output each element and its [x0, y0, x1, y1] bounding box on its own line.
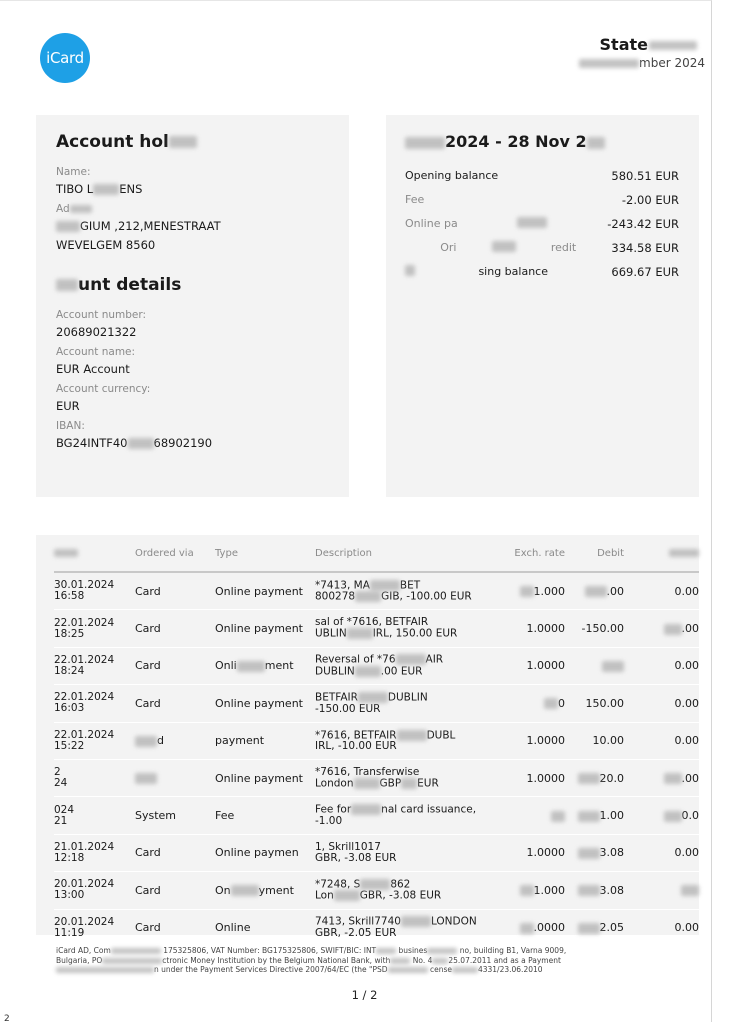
redaction [111, 948, 161, 954]
table-row[interactable] [54, 797, 699, 834]
cell-debit: 3.08 [573, 872, 638, 909]
redaction [578, 811, 600, 822]
redaction [135, 773, 157, 784]
cell-exch-rate: 1.000 [505, 872, 573, 909]
redaction [551, 811, 565, 822]
cell-description: BETFAIR DUBLIN -150.00 EUR [315, 685, 505, 722]
balance-row [405, 241, 679, 255]
redaction [388, 967, 428, 973]
redaction [578, 885, 600, 896]
statement-subtitle: mber 2024 [579, 56, 705, 70]
name-value: TIBO L ENS [56, 182, 143, 196]
redaction [520, 923, 534, 934]
cell-credit: 0.00 [638, 572, 699, 610]
redaction [390, 958, 410, 964]
address-line-1: GIUM ,212,MENESTRAAT [56, 218, 329, 234]
statement-title: State [600, 35, 697, 54]
cell-debit: 1.00 [573, 797, 638, 834]
redaction [358, 692, 388, 703]
icard-logo [40, 33, 90, 83]
redaction [360, 879, 390, 890]
cell-ordered-via: Card [135, 610, 215, 647]
cell-ordered-via: Card [135, 647, 215, 684]
balance-rows [405, 169, 679, 279]
redaction [664, 624, 682, 635]
logo-text: iCard [46, 49, 84, 67]
redaction [401, 778, 417, 789]
cell-description: 1, Skrill1017 GBR, -3.08 EUR [315, 834, 505, 871]
redaction [70, 205, 92, 213]
cell-ordered-via: d [135, 722, 215, 759]
redaction [397, 730, 427, 741]
redaction [237, 661, 265, 672]
cell-exch-rate: 1.0000 [505, 759, 573, 796]
table-header-row [54, 535, 699, 572]
cell-credit: 0.00 [638, 909, 699, 946]
cell-description: sal of *7616, BETFAIR UBLIN IRL, 150.00 EUR [315, 610, 505, 647]
cell-type: Online payment [215, 759, 315, 796]
cell-credit [638, 872, 699, 909]
cell-type: Fee [215, 797, 315, 834]
cell-date: 2 24 [54, 759, 135, 796]
cell-date: 22.01.2024 16:03 [54, 685, 135, 722]
cell-exch-rate: 1.0000 [505, 722, 573, 759]
cell-exch-rate: 1.0000 [505, 610, 573, 647]
col-credit-header [638, 535, 699, 572]
transactions-body [54, 572, 699, 946]
cell-credit: 0.00 [638, 834, 699, 871]
redaction [520, 885, 534, 896]
table-row[interactable] [54, 872, 699, 909]
cell-date: 30.01.2024 16:58 [54, 572, 135, 610]
balance-label: Online pa [405, 217, 458, 230]
redaction [169, 136, 197, 148]
redaction [578, 773, 600, 784]
redaction [544, 698, 558, 709]
table-row[interactable] [54, 722, 699, 759]
redaction [585, 586, 607, 597]
table-row[interactable] [54, 647, 699, 684]
balance-value: -2.00 EUR [621, 193, 679, 207]
cell-type: payment [215, 722, 315, 759]
account-number-value: 20689021322 [56, 325, 137, 339]
name-label: Name: [56, 166, 91, 178]
account-name-label: Account name: [56, 346, 136, 358]
redaction [56, 279, 78, 291]
cell-type: Online payment [215, 572, 315, 610]
account-currency-value: EUR [56, 399, 80, 413]
transactions-table-panel [36, 535, 699, 939]
balance-label: sing balance [478, 265, 548, 278]
redaction [578, 923, 600, 934]
redaction [401, 916, 431, 927]
balance-value: 669.67 EUR [611, 265, 679, 279]
cell-description: Fee for nal card issuance, -1.00 [315, 797, 505, 834]
redaction [664, 811, 682, 822]
corner-mark: 2 [4, 1014, 10, 1024]
cell-exch-rate: 0 [505, 685, 573, 722]
cell-type: Online payment [215, 610, 315, 647]
redaction [664, 773, 682, 784]
cell-description: Reversal of *76 AIR DUBLIN .00 EUR [315, 647, 505, 684]
cell-debit: 3.08 [573, 834, 638, 871]
redaction [56, 967, 154, 973]
redaction [602, 661, 624, 672]
redaction [54, 549, 78, 557]
redaction [432, 958, 448, 964]
redaction [492, 241, 516, 252]
cell-type: Online [215, 909, 315, 946]
account-details-title: unt details [56, 275, 329, 295]
balance-value: 580.51 EUR [611, 169, 679, 183]
cell-date: 22.01.2024 18:25 [54, 610, 135, 647]
cell-credit: 0.0 [638, 797, 699, 834]
redaction [231, 885, 259, 896]
cell-ordered-via: System [135, 797, 215, 834]
iban-value: BG24INTF40 68902190 [56, 436, 213, 450]
balance-label: Fee [405, 193, 425, 206]
balance-row [405, 217, 679, 231]
cell-date: 21.01.2024 12:18 [54, 834, 135, 871]
cell-debit: 20.0 [573, 759, 638, 796]
cell-ordered-via [135, 759, 215, 796]
col-ordered-via-header: Ordered via [135, 535, 215, 572]
balance-panel [386, 115, 699, 497]
col-type-header: Type [215, 535, 315, 572]
cell-exch-rate: .0000 [505, 909, 573, 946]
cell-credit: 0.00 [638, 722, 699, 759]
table-row[interactable] [54, 834, 699, 871]
redaction [347, 628, 373, 639]
redaction [376, 948, 396, 954]
redaction [355, 591, 381, 602]
cell-type: Online payment [215, 685, 315, 722]
col-exch-rate-header: Exch. rate [505, 535, 573, 572]
address-label: Ad [56, 203, 329, 215]
cell-credit: .00 [638, 759, 699, 796]
cell-credit: 0.00 [638, 685, 699, 722]
redaction [517, 217, 547, 228]
redaction [351, 804, 381, 815]
redaction [405, 137, 445, 149]
redaction [56, 221, 80, 232]
redaction [135, 736, 157, 747]
cell-date: 22.01.2024 15:22 [54, 722, 135, 759]
footer-legal-text: iCard AD, Com 175325806, VAT Number: BG175325806, SWIFT/BIC: INT busines no, building B1, Varna 9009, Bulgaria, PO ctronic Money Institution by the Belgium National Bank, with No. 4 25.07.2011 and as a Payment n under the Payment Services Directive 2007/64/EC (the "PSD cense 4331/23.06.2010 [56, 946, 567, 974]
balance-value: -243.42 EUR [607, 217, 679, 231]
cell-description: 7413, Skrill7740 LONDON GBR, -2.05 EUR [315, 909, 505, 946]
balance-row [405, 265, 679, 279]
redaction [578, 848, 600, 859]
cell-exch-rate [505, 797, 573, 834]
cell-date: 22.01.2024 18:24 [54, 647, 135, 684]
statement-period: 2024 - 28 Nov 2 [405, 132, 679, 151]
address-line-2: WEVELGEM 8560 [56, 238, 156, 252]
iban-label: IBAN: [56, 420, 85, 432]
redaction [669, 549, 699, 557]
cell-credit: 0.00 [638, 647, 699, 684]
cell-ordered-via: Card [135, 685, 215, 722]
page-number: 1 / 2 [351, 988, 378, 1002]
cell-debit: -150.00 [573, 610, 638, 647]
account-holder-title: Account hol [56, 132, 329, 152]
cell-description: *7413, MA BET 800278 GIB, -100.00 EUR [315, 572, 505, 610]
col-debit-header: Debit [573, 535, 638, 572]
balance-label: Opening balance [405, 169, 499, 182]
table-row[interactable] [54, 909, 699, 946]
account-number-label: Account number: [56, 309, 147, 321]
account-currency-label: Account currency: [56, 383, 151, 395]
cell-type: Onli ment [215, 647, 315, 684]
cell-exch-rate: 1.0000 [505, 647, 573, 684]
balance-value: 334.58 EUR [611, 241, 679, 255]
redaction [102, 958, 162, 964]
redaction [587, 137, 605, 149]
cell-debit: 150.00 [573, 685, 638, 722]
redaction [681, 885, 699, 896]
cell-date: 024 21 [54, 797, 135, 834]
cell-exch-rate: 1.000 [505, 572, 573, 610]
cell-ordered-via: Card [135, 872, 215, 909]
redaction [370, 580, 400, 591]
cell-type: On yment [215, 872, 315, 909]
cell-description: *7248, S 862 Lon GBR, -3.08 EUR [315, 872, 505, 909]
cell-debit [573, 647, 638, 684]
balance-label: redit [550, 241, 577, 254]
redaction [354, 778, 380, 789]
cell-debit: 10.00 [573, 722, 638, 759]
table-row[interactable] [54, 759, 699, 796]
cell-ordered-via: Card [135, 834, 215, 871]
cell-exch-rate: 1.0000 [505, 834, 573, 871]
cell-ordered-via: Card [135, 909, 215, 946]
redaction [452, 967, 478, 973]
redaction [427, 948, 457, 954]
redaction [649, 41, 697, 50]
balance-label-prefix: Ori [440, 241, 457, 254]
redaction [405, 265, 415, 276]
balance-row [405, 169, 679, 183]
cell-date: 20.01.2024 13:00 [54, 872, 135, 909]
redaction [355, 666, 381, 677]
cell-debit: .00 [573, 572, 638, 610]
col-description-header: Description [315, 535, 505, 572]
balance-row [405, 193, 679, 207]
transactions-table [54, 535, 699, 947]
redaction [334, 890, 360, 901]
redaction [579, 59, 639, 68]
cell-description: *7616, Transferwise London GBP EUR [315, 759, 505, 796]
table-row[interactable] [54, 572, 699, 610]
cell-type: Online paymen [215, 834, 315, 871]
table-row[interactable] [54, 610, 699, 647]
account-name-value: EUR Account [56, 362, 130, 376]
redaction [520, 586, 534, 597]
col-date-header [54, 535, 135, 572]
cell-date: 20.01.2024 11:19 [54, 909, 135, 946]
redaction [128, 438, 154, 449]
account-holder-panel [36, 115, 349, 497]
table-row[interactable] [54, 685, 699, 722]
cell-description: *7616, BETFAIR DUBL IRL, -10.00 EUR [315, 722, 505, 759]
cell-ordered-via: Card [135, 572, 215, 610]
cell-credit: .00 [638, 610, 699, 647]
redaction [396, 654, 426, 665]
cell-debit: 2.05 [573, 909, 638, 946]
redaction [93, 184, 119, 195]
